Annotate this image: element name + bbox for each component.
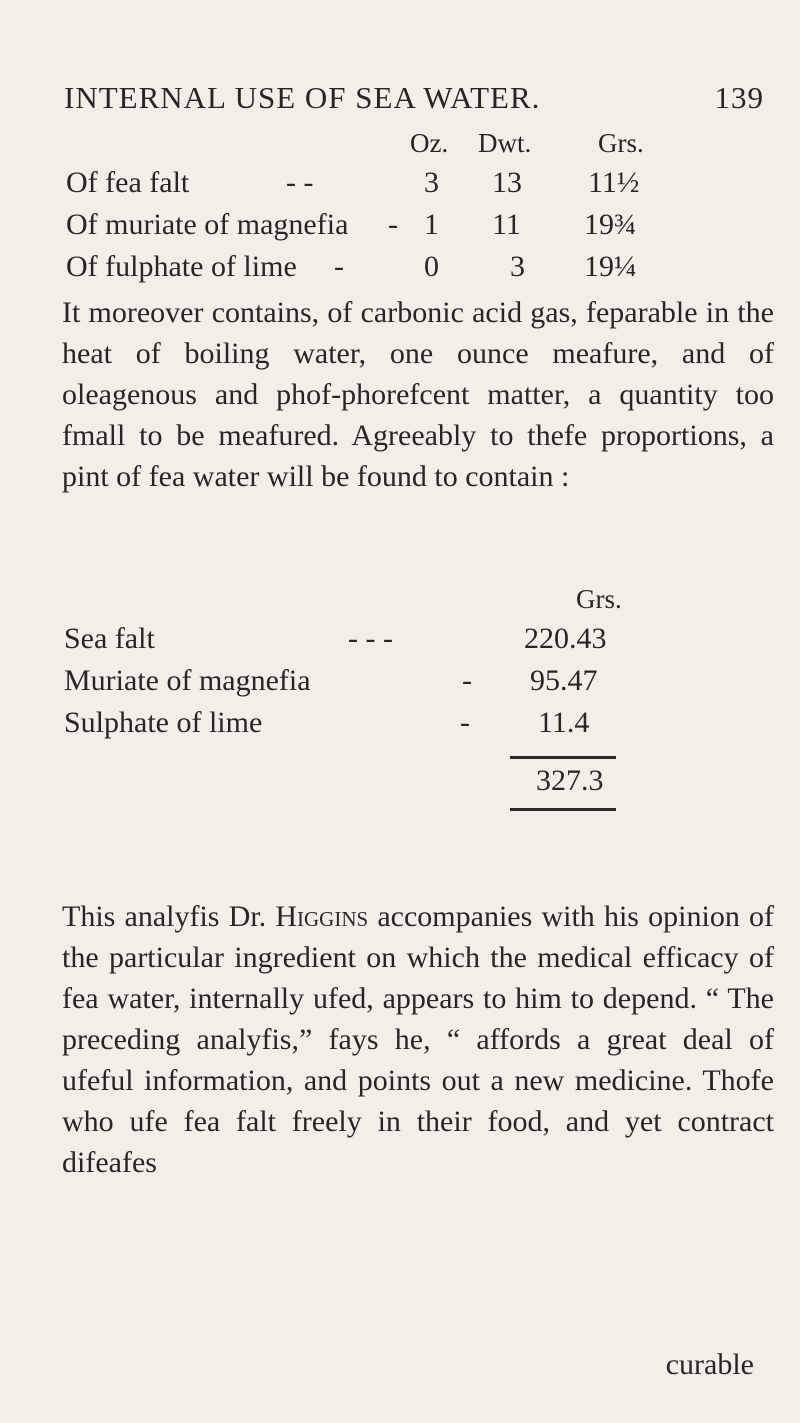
row-leader: -: [388, 208, 398, 241]
paragraph-2-rest: accompanies with his opinion of the particular ingredient on which the medical efficacy of fea water, internally ufed, appears to him to depend. “ The preceding analyfis,” fays he, “ affords a great deal of ufeful information, and points out a new medicine. Thofe who ufe fea falt freely in their food, and yet contract difeafes: [62, 900, 774, 1179]
row-leader: -: [460, 706, 470, 739]
page-number: 139: [714, 80, 764, 115]
row-leader: -: [334, 250, 344, 283]
table2-total-row: [0, 764, 800, 804]
col-grs: Grs.: [598, 128, 644, 158]
paragraph-1: [62, 292, 774, 497]
row-oz: 0: [424, 250, 439, 283]
paragraph-1-text: It moreover contains, of carbonic acid gas, feparable in the heat of boiling water, one ounce meafure, and of oleagenous and phof-phorefcent matter, a quantity too fmall to be meafured. Agreeably to thefe proportions, a pint of fea water will be found to contain :: [62, 296, 774, 493]
row-label: Sea falt: [64, 622, 155, 655]
col-oz: Oz.: [410, 128, 449, 158]
table2-total: 327.3: [536, 764, 604, 797]
row-leader: -: [462, 664, 472, 697]
row-label: Of fulphate of lime: [66, 250, 297, 283]
paragraph-2-text: [62, 896, 774, 1183]
paragraph-2: [62, 896, 774, 1183]
table2-column-header: Grs.: [576, 584, 622, 614]
row-label: Muriate of magnefia: [64, 664, 311, 697]
row-label: Of fea falt: [66, 166, 190, 199]
catchword: curable: [665, 1348, 754, 1381]
row-dwt: 11: [492, 208, 521, 241]
sum-rule-top: [510, 756, 616, 759]
row-label: Sulphate of lime: [64, 706, 263, 739]
paragraph-2-start: This analyfis Dr.: [62, 900, 267, 933]
row-oz: 3: [424, 166, 439, 199]
table1-column-headers: [0, 128, 800, 164]
col-dwt: Dwt.: [478, 128, 532, 158]
row-grs: 19¼: [584, 250, 637, 283]
sum-rule-bottom: [510, 808, 616, 811]
row-dwt: 13: [492, 166, 522, 199]
row-value: 11.4: [538, 706, 590, 739]
row-label: Of muriate of magnefia: [66, 208, 349, 241]
row-dwt: 3: [510, 250, 525, 283]
table2-row: [0, 622, 800, 662]
row-leader: - -: [286, 166, 314, 199]
row-leader: - - -: [348, 622, 393, 655]
row-value: 220.43: [524, 622, 607, 655]
table2-row: [0, 706, 800, 746]
running-header: [64, 80, 764, 116]
row-grs: 11½: [588, 166, 640, 199]
row-grs: 19¾: [584, 208, 637, 241]
author-name: Higgins: [275, 900, 369, 933]
table2-row: [0, 664, 800, 704]
table1-row: [0, 208, 800, 248]
row-oz: 1: [424, 208, 439, 241]
header-title: INTERNAL USE OF SEA WATER.: [64, 80, 541, 115]
row-value: 95.47: [530, 664, 598, 697]
table1-row: [0, 250, 800, 290]
table1-row: [0, 166, 800, 206]
